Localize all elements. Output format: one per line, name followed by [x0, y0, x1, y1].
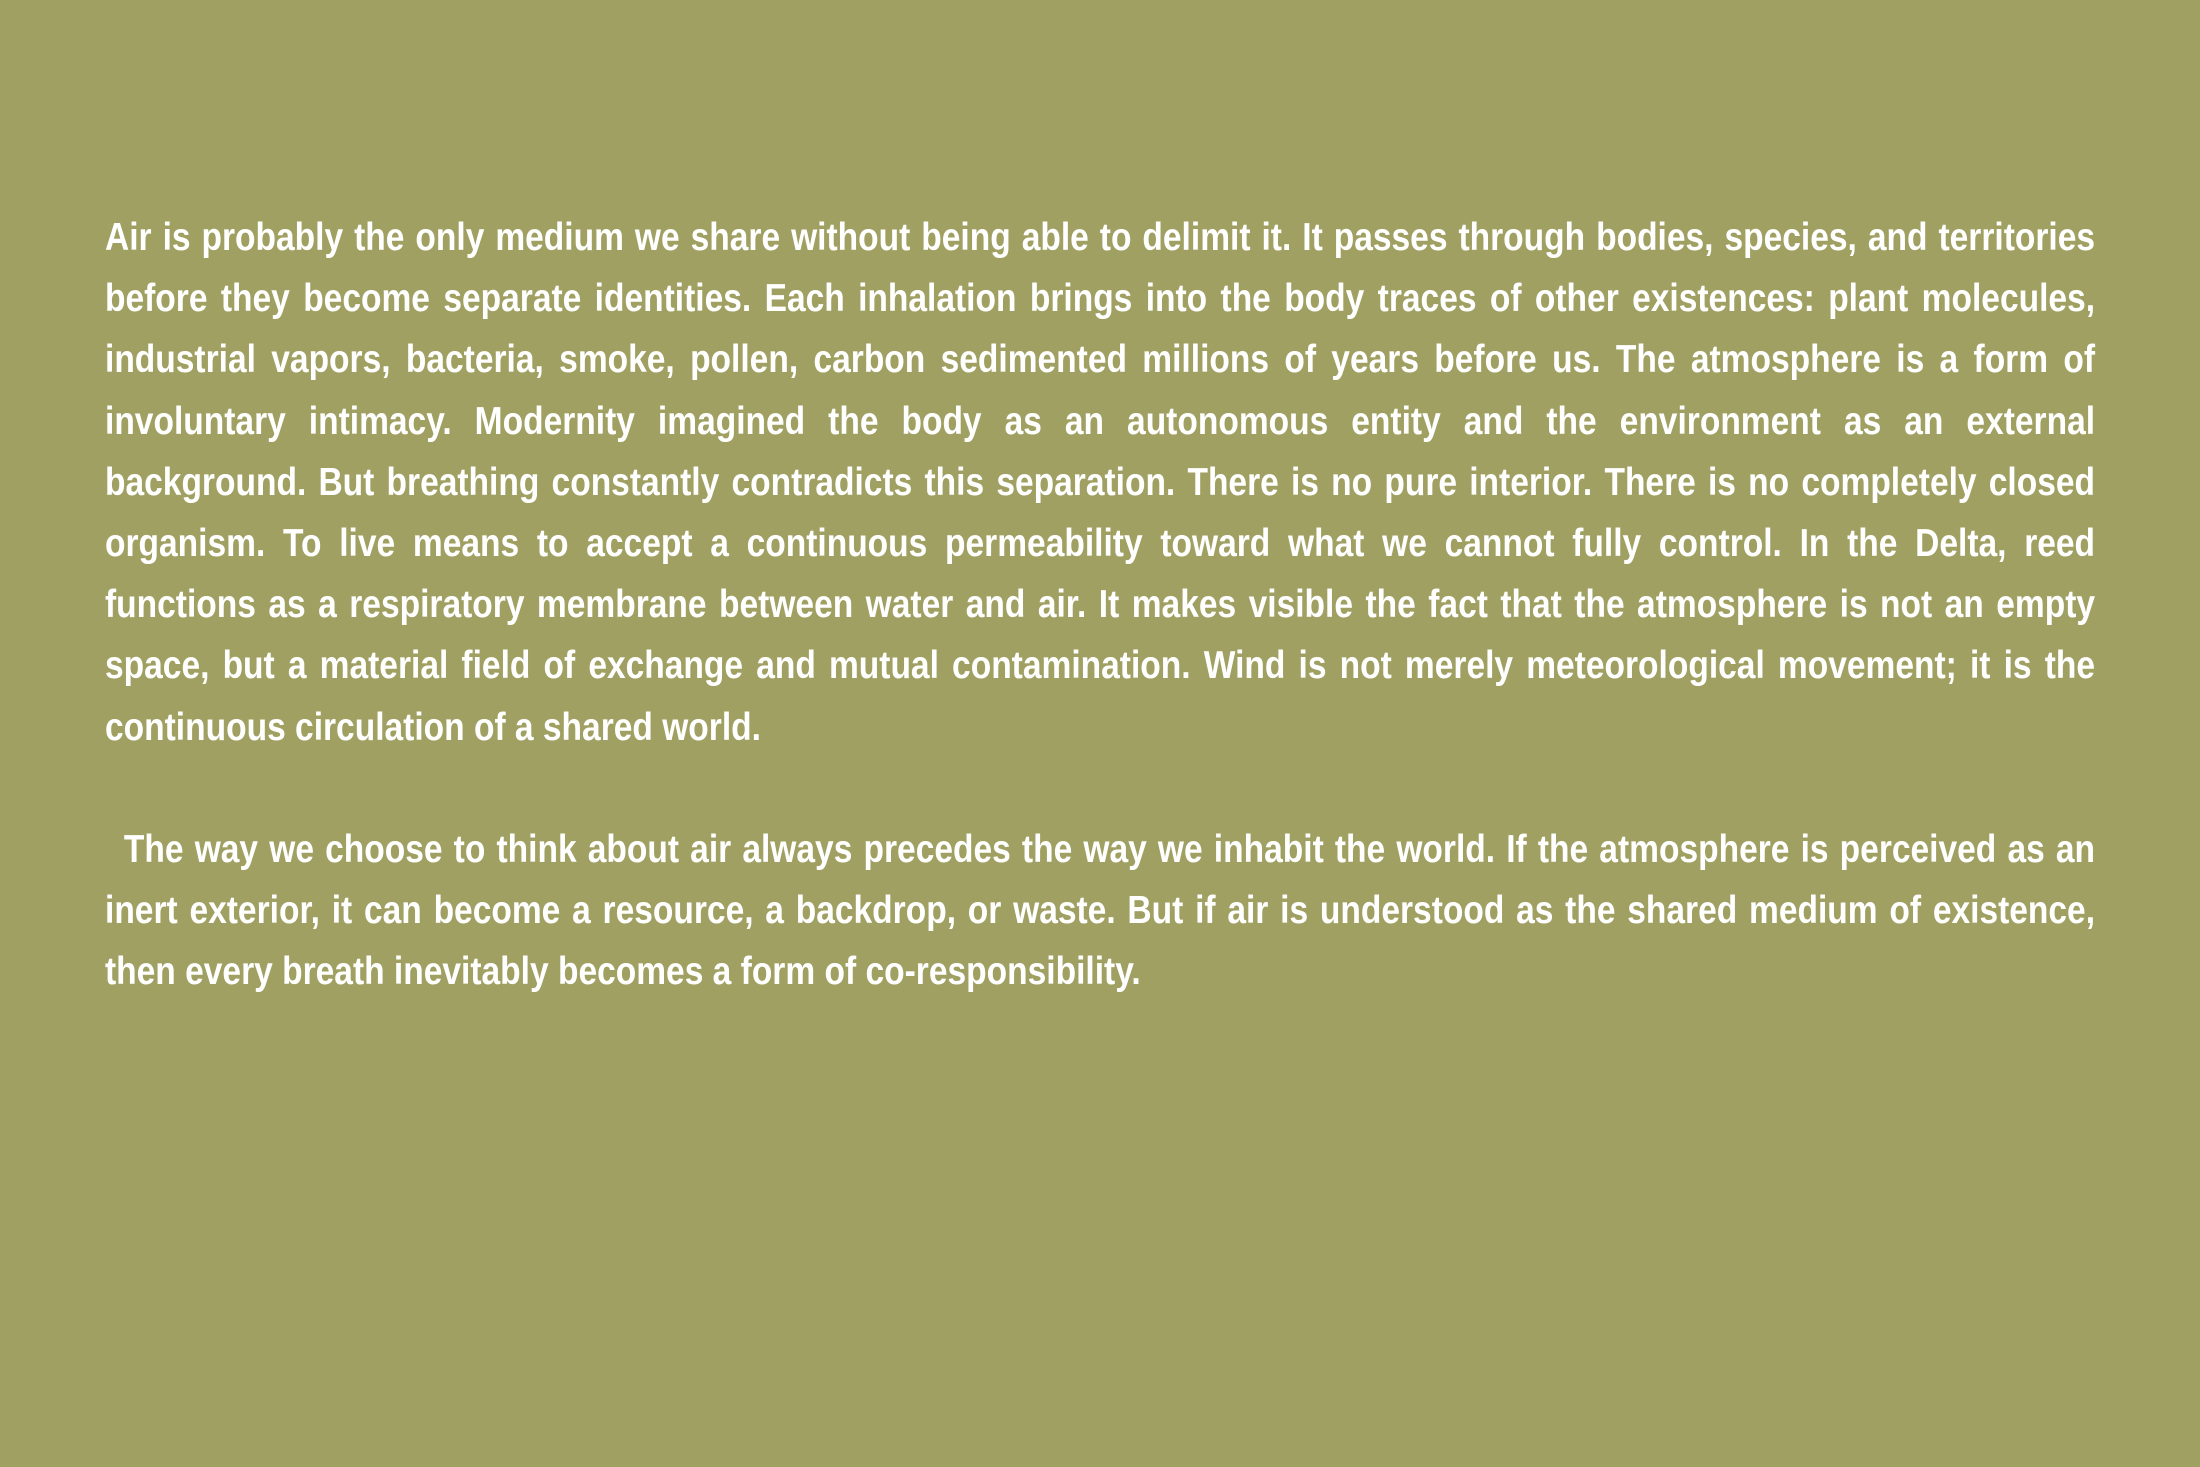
paragraph-1: Air is probably the only medium we share without being able to delimit it. It passes through bodies, species, and territories before they become separate identities. Each inhalation brings into the body traces of other existences: plant molecules, industrial vapors, bacteria, smoke, pollen, carbon sedimented millions of years before us. The atmosphere is a form of involuntary intimacy. Modernity imagined the body as an autonomous entity and the environment as an external background. But breathing constantly contradicts this separation. There is no pure interior. There is no completely closed organism. To live means to accept a continuous permeability toward what we cannot fully control. In the Delta, reed functions as a respiratory membrane between water and air. It makes visible the fact that the atmosphere is not an empty space, but a material field of exchange and mutual contamination. Wind is not merely meteorological movement; it is the continuous circulation of a shared world.	[105, 216, 2096, 749]
text-block	[105, 207, 2095, 1002]
paragraph-2: The way we choose to think about air always precedes the way we inhabit the world. If the atmosphere is perceived as an inert exterior, it can become a resource, a backdrop, or waste. But if air is understood as the shared medium of existence, then every breath inevitably becomes a form of co-responsibility.	[105, 827, 2096, 994]
